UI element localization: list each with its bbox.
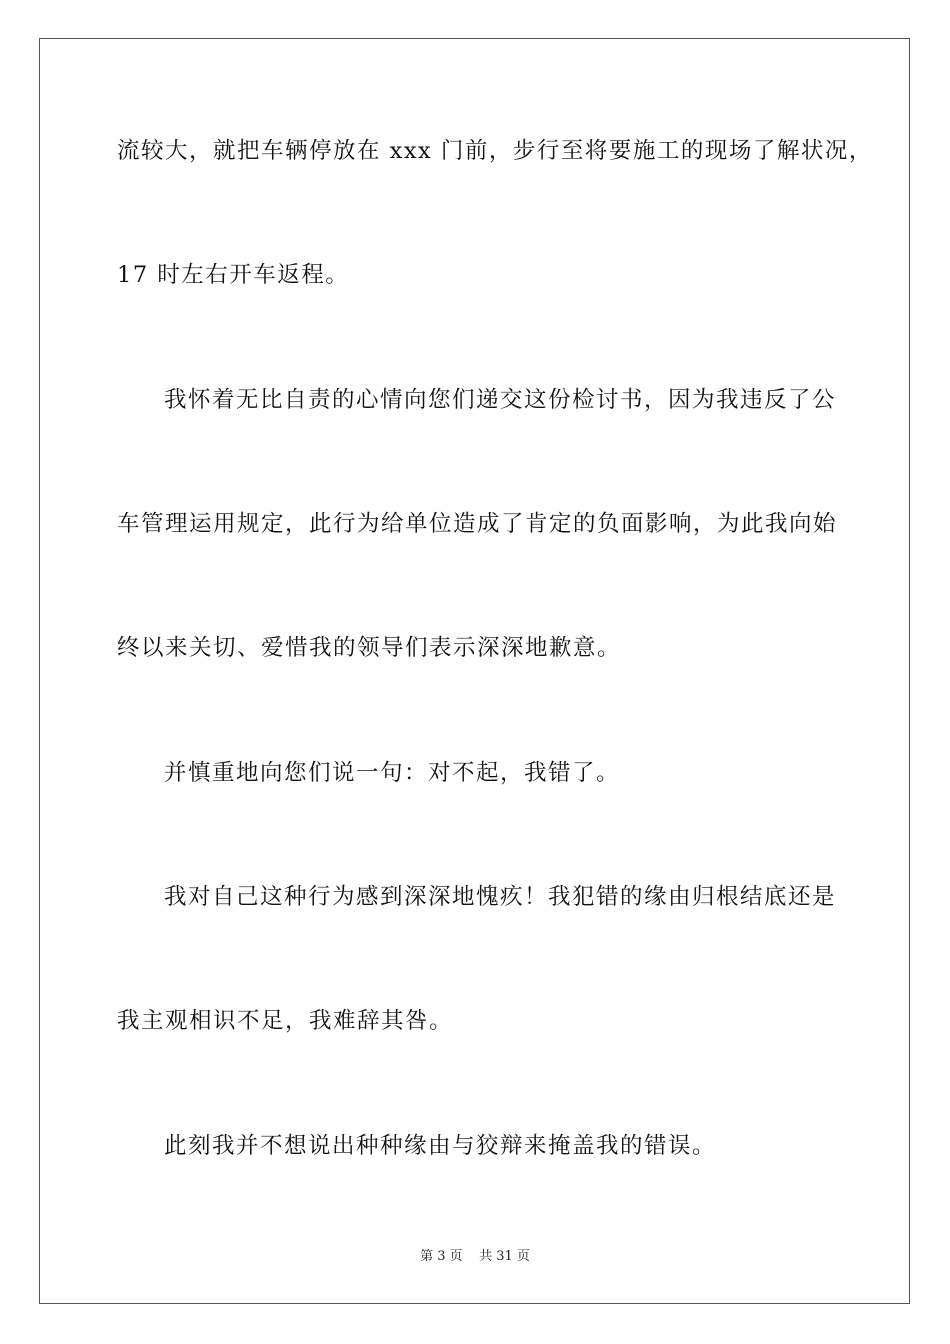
text-line: 流较大，就把车辆停放在 xxx 门前，步行至将要施工的现场了解状况， <box>117 138 873 164</box>
text-line: 17 时左右开车返程。 <box>117 262 350 288</box>
paragraph-start-line: 此刻我并不想说出种种缘由与狡辩来掩盖我的错误。 <box>164 1133 717 1159</box>
text-line: 我主观相识不足，我难辞其咎。 <box>117 1008 454 1034</box>
paragraph-start-line: 并慎重地向您们说一句：对不起，我错了。 <box>164 760 621 786</box>
text-line: 终以来关切、爱惜我的领导们表示深深地歉意。 <box>117 635 622 661</box>
page-border <box>39 38 910 1304</box>
page-number-footer: 第 3 页 共 31 页 <box>420 1249 530 1264</box>
paragraph-start-line: 我怀着无比自责的心情向您们递交这份检讨书，因为我违反了公 <box>164 387 837 413</box>
text-line: 车管理运用规定，此行为给单位造成了肯定的负面影响，为此我向始 <box>117 511 838 537</box>
paragraph-start-line: 我对自己这种行为感到深深地愧疚！我犯错的缘由归根结底还是 <box>164 884 837 910</box>
